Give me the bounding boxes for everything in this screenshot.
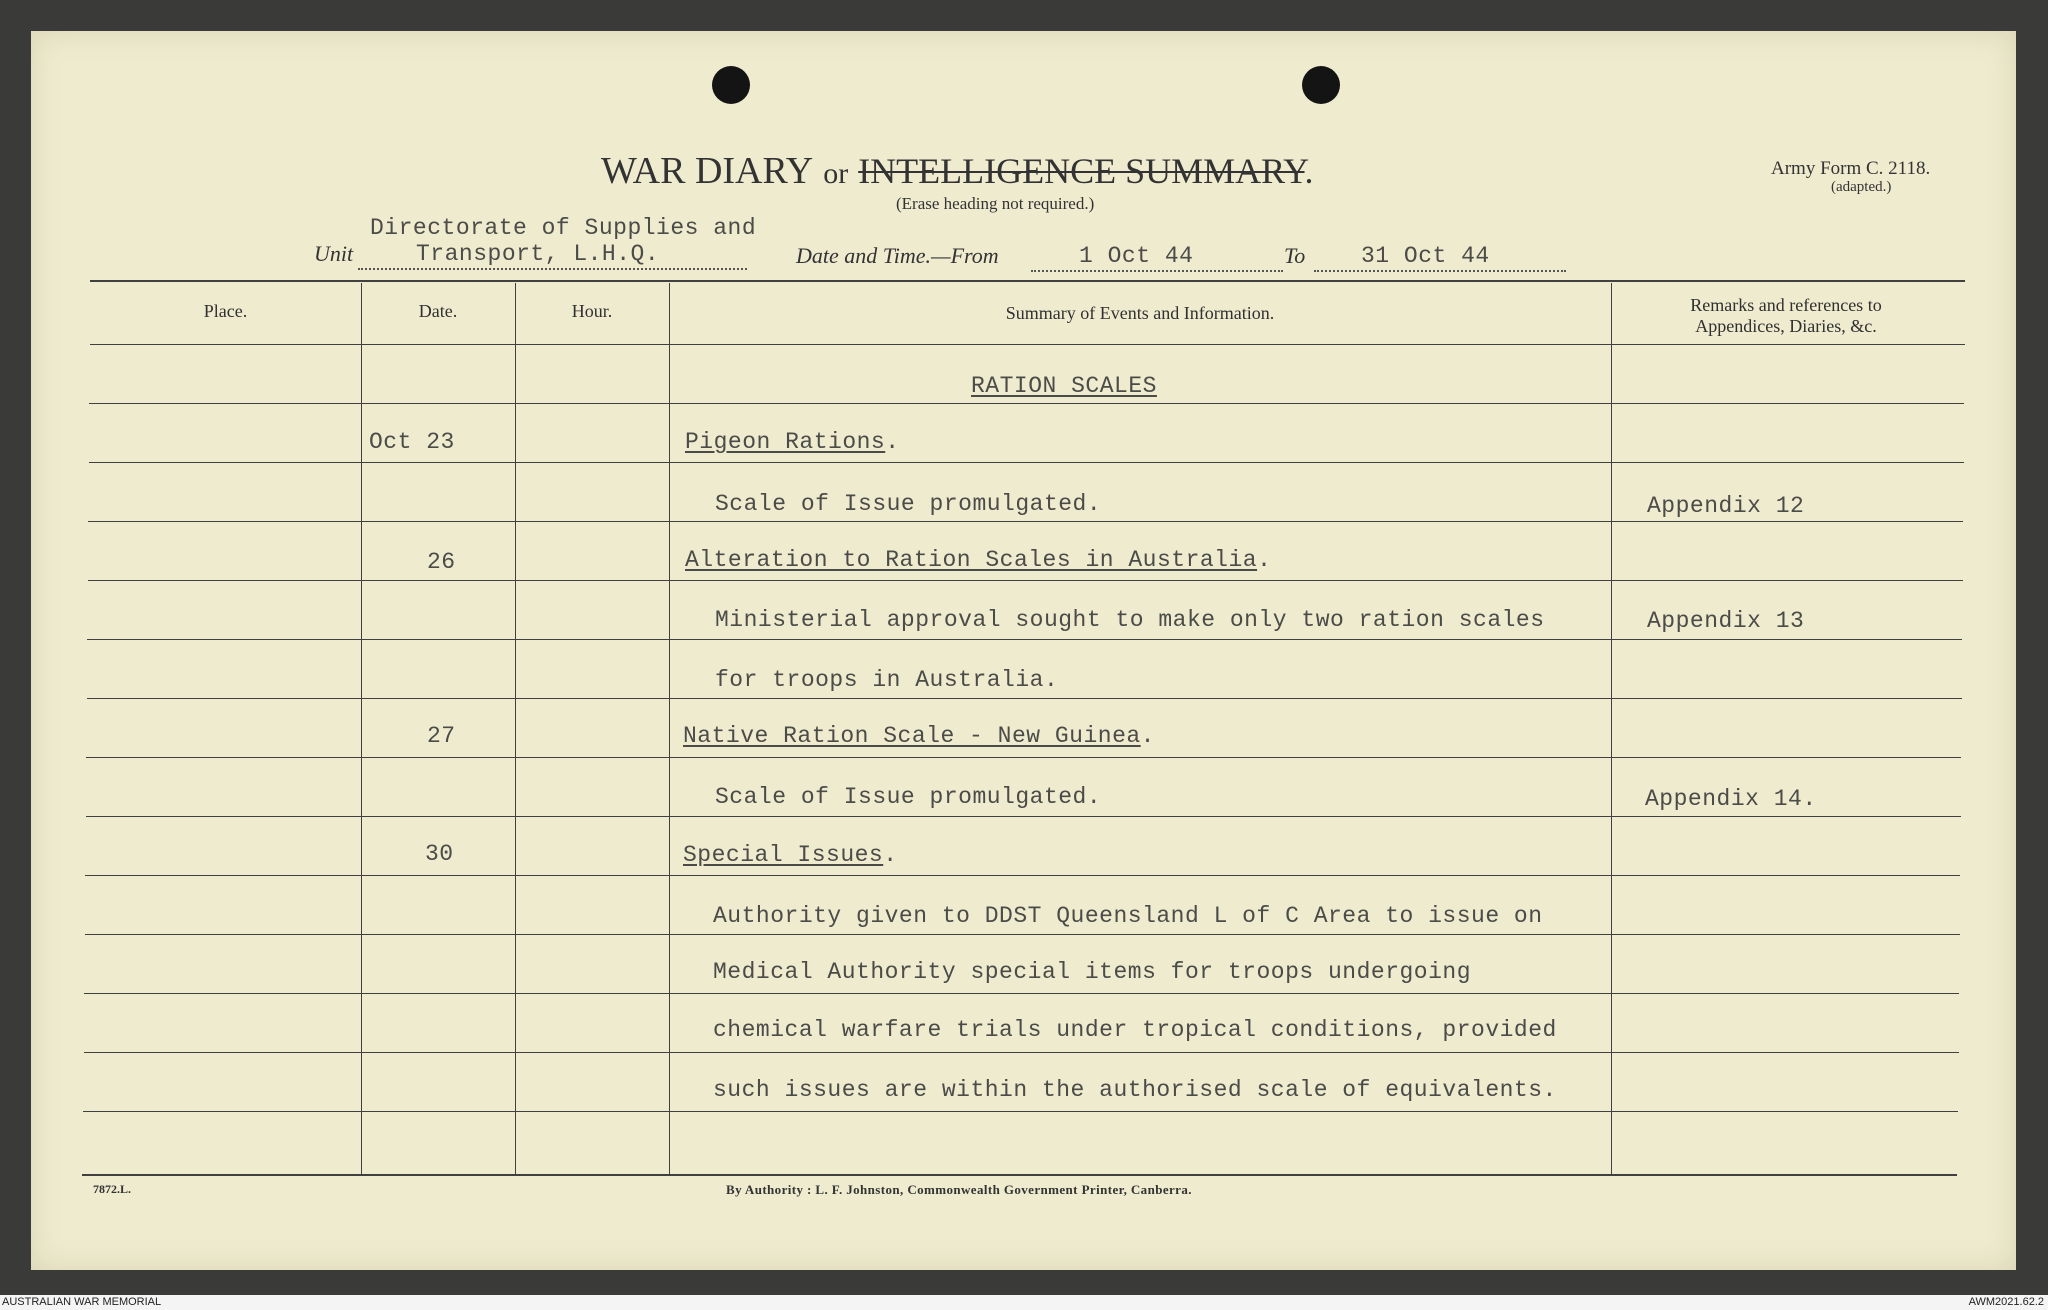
entry-title-text: Pigeon Rations	[685, 429, 886, 455]
column-divider-hour	[669, 283, 670, 1174]
ruled-line	[83, 1111, 1958, 1112]
entry-title: Pigeon Rations.	[685, 429, 900, 455]
section-heading: RATION SCALES	[971, 373, 1157, 399]
title-main: WAR DIARY	[601, 150, 814, 192]
archive-name: AUSTRALIAN WAR MEMORIAL	[2, 1296, 162, 1308]
unit-value-line1: Directorate of Supplies and	[370, 215, 757, 241]
entry-text: chemical warfare trials under tropical conditions, provided	[713, 1017, 1557, 1043]
ruled-line	[86, 757, 1961, 758]
table-top-rule	[90, 280, 1965, 282]
entry-title: Alteration to Ration Scales in Australia.	[685, 547, 1272, 573]
unit-dotted-line	[358, 268, 747, 270]
archive-accession: AWM2021.62.2	[1968, 1296, 2044, 1308]
ruled-line	[84, 1052, 1959, 1053]
from-dotted-line	[1031, 270, 1283, 272]
unit-label: Unit	[314, 241, 354, 266]
title-or: or	[823, 157, 849, 190]
army-form-number: Army Form C. 2118.	[1771, 158, 1931, 179]
ruled-line	[90, 344, 1965, 345]
entry-date: Oct 23	[369, 429, 455, 455]
ruled-line	[89, 462, 1964, 463]
entry-title-text: Native Ration Scale - New Guinea	[683, 723, 1141, 749]
from-date-value: 1 Oct 44	[1079, 243, 1194, 269]
entry-title-text: Alteration to Ration Scales in Australia	[685, 547, 1258, 573]
archive-caption-bar	[0, 1295, 2048, 1310]
printer-authority: By Authority : L. F. Johnston, Commonwealth Government Printer, Canberra.	[726, 1182, 1192, 1197]
entry-text: Scale of Issue promulgated.	[715, 784, 1102, 810]
title-period: .	[1304, 151, 1314, 191]
punch-hole-right	[1302, 66, 1340, 104]
entry-title-text: Special Issues	[683, 842, 884, 868]
ruled-line	[85, 875, 1960, 876]
ruled-line	[85, 934, 1960, 935]
remarks-header-line1: Remarks and references to	[1690, 295, 1882, 315]
punch-hole-left	[712, 66, 750, 104]
ruled-line	[87, 639, 1962, 640]
entry-text: Authority given to DDST Queensland L of C Area to issue on	[713, 903, 1543, 929]
to-label: To	[1284, 243, 1306, 268]
entry-date: 26	[427, 549, 456, 575]
ruled-line	[86, 816, 1961, 817]
remarks-header-line2: Appendices, Diaries, &c.	[1695, 315, 1877, 336]
appendix-reference: Appendix 14.	[1645, 786, 1817, 812]
form-code: 7872.L.	[93, 1182, 132, 1196]
appendix-reference: Appendix 12	[1647, 493, 1805, 519]
entry-text: Scale of Issue promulgated.	[715, 491, 1102, 517]
entry-title: Special Issues.	[683, 842, 898, 868]
entry-text: Ministerial approval sought to make only two ration scales	[715, 607, 1545, 633]
column-header-place: Place.	[203, 301, 248, 321]
column-header-hour: Hour.	[571, 301, 613, 321]
entry-text: such issues are within the authorised scale of equivalents.	[713, 1077, 1557, 1103]
diary-page	[31, 31, 2016, 1270]
form-title	[601, 149, 1314, 193]
unit-value-line2: Transport, L.H.Q.	[416, 241, 660, 267]
entry-date: 27	[427, 723, 456, 749]
column-header-remarks	[1611, 295, 1961, 336]
appendix-reference: Appendix 13	[1647, 608, 1805, 634]
entry-text: Medical Authority special items for troops undergoing	[713, 959, 1472, 985]
column-header-date: Date.	[418, 301, 458, 321]
army-form-adapted: (adapted.)	[1831, 179, 1892, 195]
entry-text: for troops in Australia.	[715, 667, 1059, 693]
ruled-line	[88, 580, 1963, 581]
entry-title: Native Ration Scale - New Guinea.	[683, 723, 1155, 749]
entry-date: 30	[425, 841, 454, 867]
column-divider-date	[515, 283, 516, 1174]
ruled-line	[89, 403, 1964, 404]
table-bottom-rule	[82, 1174, 1957, 1176]
title-struck: INTELLIGENCE SUMMARY	[858, 151, 1305, 191]
erase-note: (Erase heading not required.)	[896, 194, 1095, 213]
column-divider-place	[361, 283, 362, 1174]
to-dotted-line	[1314, 270, 1566, 272]
column-divider-summary	[1611, 283, 1612, 1174]
to-date-value: 31 Oct 44	[1361, 243, 1490, 269]
ruled-line	[88, 521, 1963, 522]
ruled-line	[84, 993, 1959, 994]
ruled-line	[87, 698, 1962, 699]
column-header-summary: Summary of Events and Information.	[1005, 303, 1275, 323]
date-time-label: Date and Time.—From	[796, 243, 999, 268]
